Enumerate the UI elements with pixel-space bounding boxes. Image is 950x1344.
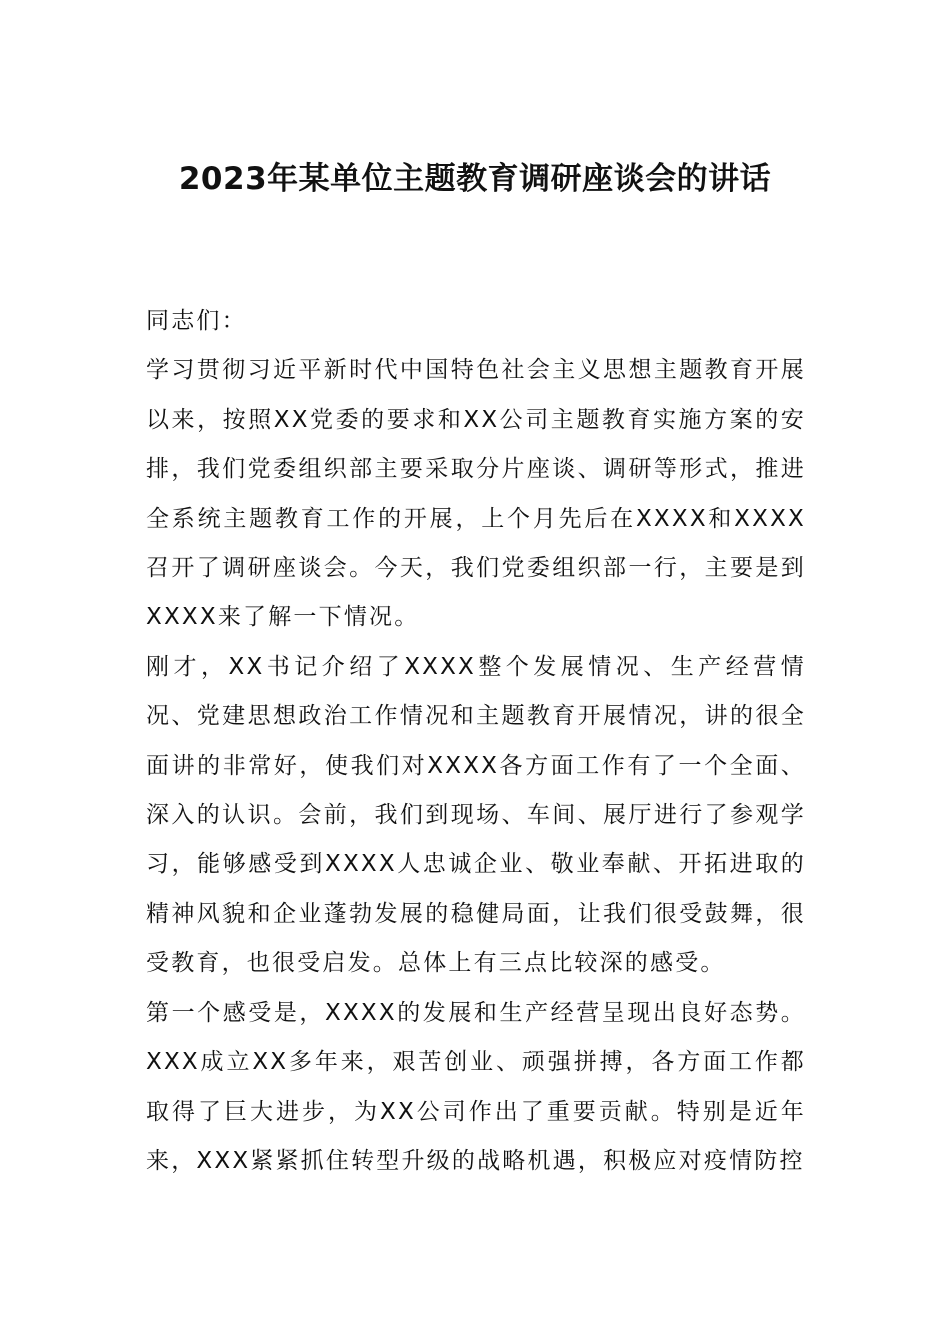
- salutation: 同志们：: [146, 308, 247, 334]
- document-title: 2023年某单位主题教育调研座谈会的讲话: [178, 161, 772, 197]
- paragraph-impressions: 刚才，XX书记介绍了XXXX整个发展情况、生产经营情况、党建思想政治工作情况和主题教育开展情况，讲的很全面讲的非常好，使我们对XXXX各方面工作有了一个全面、深入的认识。会前，我们到现场、车间、展厅进行了参观学习，能够感受到XXXX人忠诚企业、敬业奉献、开拓进取的精神风貌和企业蓬勃发展的稳健局面，让我们很受鼓舞，很受教育，也很受启发。总体上有三点比较深的感受。: [146, 653, 806, 977]
- document-body: [146, 297, 806, 1186]
- paragraph-intro: 学习贯彻习近平新时代中国特色社会主义思想主题教育开展以来，按照XX党委的要求和XX公司主题教育实施方案的安排，我们党委组织部主要采取分片座谈、调研等形式，推进全系统主题教育工作的开展，上个月先后在XXXX和XXXX召开了调研座谈会。今天，我们党委组织部一行，主要是到XXXX来了解一下情况。: [146, 357, 806, 631]
- paragraph-first-impression: 第一个感受是，XXXX的发展和生产经营呈现出良好态势。XXX成立XX多年来，艰苦创业、顽强拼搏，各方面工作都取得了巨大进步，为XX公司作出了重要贡献。特别是近年来，XXX紧紧抓住转型升级的战略机遇，积极应对疫情防控: [146, 999, 806, 1174]
